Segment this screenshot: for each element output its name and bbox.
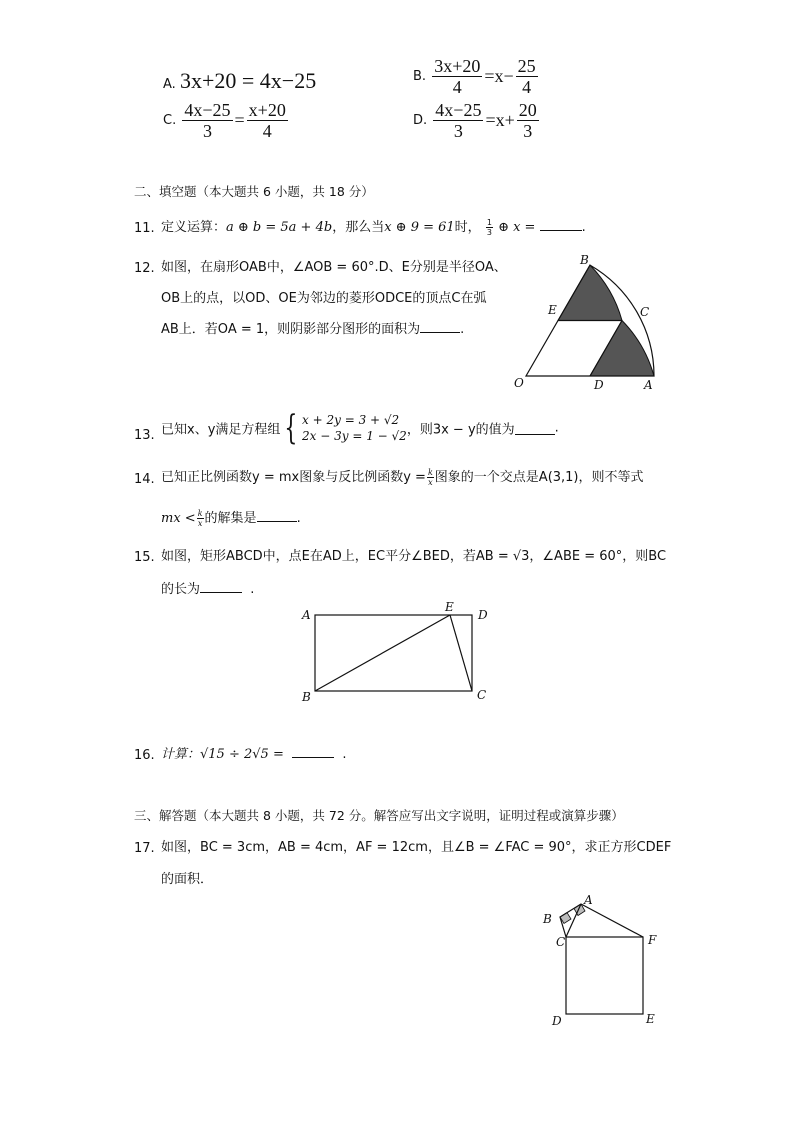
q12-line2: OB上的点，以OD、OE为邻边的菱形ODCE的顶点C在弧	[161, 291, 487, 306]
q11-number: 11.	[134, 221, 155, 236]
q12-number: 12.	[134, 261, 155, 276]
q17-line-af	[581, 904, 643, 937]
option-c-lhs-frac: $\frac{4x-25}{3}$	[184, 100, 231, 141]
q13-text: 已知x、y满足方程组 { x + 2y = 3 + √2 2x − 3y = 1 − √2 ，则3x − y的值为 .	[161, 408, 559, 448]
q17-line1: 如图，BC = 3cm，AB = 4cm，AF = 12cm，且∠B = ∠FAC = 90°，求正方形CDEF	[161, 840, 672, 855]
q15-rect-abcd	[315, 615, 472, 691]
q15-label-c: C	[477, 688, 487, 702]
q13-equation-system: { x + 2y = 3 + √2 2x − 3y = 1 − √2	[284, 408, 407, 448]
option-d-lhs-frac: $\frac{4x-25}{3}$	[435, 100, 482, 141]
option-b-rhs-frac: $\frac{25}{4}$	[517, 56, 536, 97]
q13-answer-blank[interactable]	[515, 422, 555, 435]
option-b-label: B.	[413, 69, 427, 84]
q17-label-a: A	[584, 893, 593, 907]
q12-shade-lower	[590, 321, 654, 377]
option-a-label: A.	[163, 77, 176, 92]
q17-label-b: B	[543, 912, 552, 926]
section-3-title: 三、解答题（本大题共 8 小题，共 72 分。解答应写出文字说明，证明过程或演算步骤）	[134, 808, 624, 823]
option-a-lhs: 3x+20	[179, 68, 237, 93]
q17-number: 17.	[134, 841, 155, 856]
q16-text: 计算：√15 ÷ 2√5 = .	[161, 747, 347, 762]
option-b-rhs-lead: x−	[494, 66, 514, 86]
q17-label-d: D	[552, 1014, 562, 1028]
q12-shade-upper	[558, 265, 622, 320]
section-2-title: 二、填空题（本大题共 6 小题，共 18 分）	[134, 184, 374, 199]
q17-label-f: F	[648, 933, 657, 947]
q14-answer-blank[interactable]	[257, 509, 297, 522]
q15-line1: 如图，矩形ABCD中，点E在AD上，EC平分∠BED，若AB = √3，∠ABE = 60°，则BC	[161, 549, 667, 564]
q15-line2: 的长为 .	[161, 582, 255, 597]
q13-number: 13.	[134, 428, 155, 443]
q15-rectangle-figure	[296, 600, 496, 708]
q12-label-e: E	[548, 303, 557, 317]
q14-line1: 已知正比例函数y = mx图象与反比例函数y = $\frac{k}{x}$ 图象的一个交点是A(3,1)，则不等式	[161, 468, 644, 487]
option-c: C. $\frac{4x-25}{3}$ = $\frac{x+20}{4}$	[163, 100, 286, 141]
q11-fraction: $\frac{1}{3}$	[486, 218, 492, 237]
option-d-rhs-frac: $\frac{20}{3}$	[518, 100, 537, 141]
q12-label-o: O	[514, 376, 524, 390]
q14-fraction-2: $\frac{k}{x}$	[197, 509, 203, 528]
q16-answer-blank[interactable]	[292, 745, 334, 758]
q16-number: 16.	[134, 748, 155, 763]
q15-label-e: E	[445, 600, 454, 614]
q15-line-be	[315, 615, 450, 691]
option-c-rhs-frac: $\frac{x+20}{4}$	[248, 100, 286, 141]
q15-label-d: D	[478, 608, 488, 622]
q12-sector-figure	[508, 250, 668, 395]
q15-answer-blank[interactable]	[200, 580, 242, 593]
q17-label-c: C	[556, 935, 566, 949]
q17-square-cdef	[566, 937, 643, 1014]
option-a: A. 3x+20 = 4x−25	[163, 68, 317, 93]
q17-line2: 的面积．	[161, 872, 214, 887]
q14-fraction-1: $\frac{k}{x}$	[427, 468, 433, 487]
q12-label-b: B	[580, 253, 589, 267]
q12-label-d: D	[594, 378, 604, 392]
q15-line-ec	[450, 615, 472, 691]
q12-line1: 如图，在扇形OAB中，∠AOB = 60°.D、E分别是半径OA、	[161, 260, 507, 275]
option-a-rhs: 4x−25	[259, 68, 317, 93]
q14-number: 14.	[134, 472, 155, 487]
q12-label-c: C	[640, 305, 650, 319]
q17-label-e: E	[646, 1012, 655, 1026]
q15-number: 15.	[134, 550, 155, 565]
option-d-rhs-lead: x+	[495, 110, 515, 130]
q15-label-b: B	[302, 690, 311, 704]
q14-line2: mx < $\frac{k}{x}$ 的解集是 .	[161, 509, 301, 528]
option-c-label: C.	[163, 113, 177, 128]
q12-line3: AB上．若OA = 1，则阴影部分图形的面积为 .	[161, 322, 465, 337]
q12-answer-blank[interactable]	[420, 320, 460, 333]
option-d-label: D.	[413, 113, 428, 128]
q15-label-a: A	[302, 608, 311, 622]
q17-square-figure	[530, 890, 670, 1032]
q12-label-a: A	[644, 378, 653, 392]
q11-text: 定义运算：a ⊕ b = 5a + 4b，那么当x ⊕ 9 = 61时， $\frac{1}{3}$ ⊕ x = .	[161, 218, 586, 237]
option-b: B. $\frac{3x+20}{4}$ =x− $\frac{25}{4}$	[413, 56, 536, 97]
option-b-lhs-frac: $\frac{3x+20}{4}$	[434, 56, 481, 97]
q11-answer-blank[interactable]	[540, 218, 582, 231]
option-d: D. $\frac{4x-25}{3}$ =x+ $\frac{20}{3}$	[413, 100, 537, 141]
